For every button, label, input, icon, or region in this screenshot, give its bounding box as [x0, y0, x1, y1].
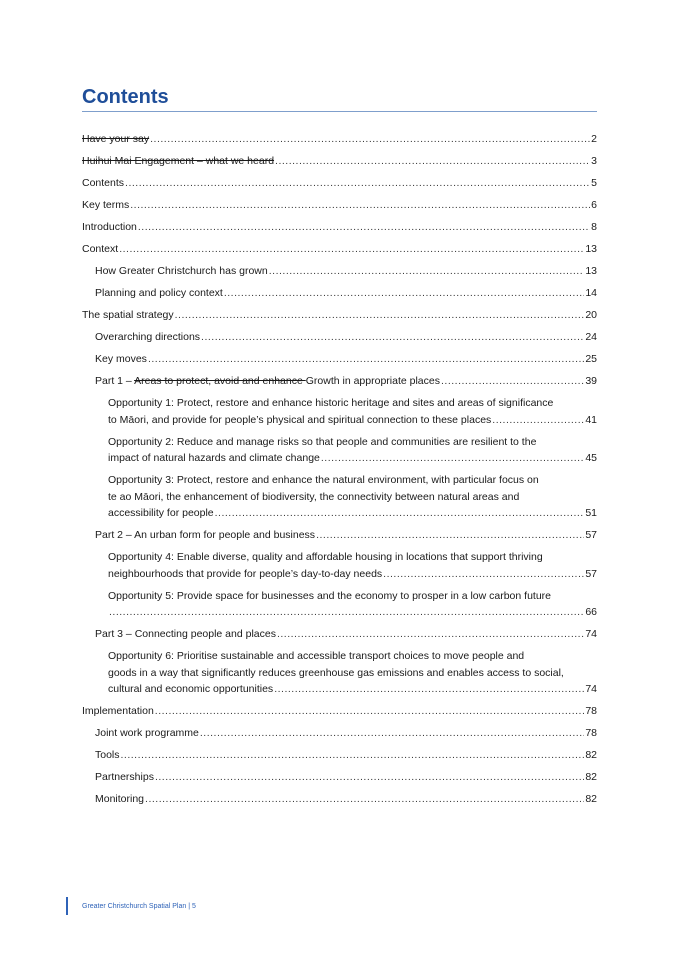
toc-page-number: 74: [585, 683, 597, 695]
toc-entry-label[interactable]: Joint work programme: [95, 727, 199, 739]
page-title: Contents: [82, 86, 169, 108]
toc-entry-key-terms[interactable]: [82, 197, 597, 214]
toc-entry-label[interactable]: Overarching directions: [95, 331, 201, 343]
toc-page-number: 57: [585, 567, 597, 580]
toc-entry-contents[interactable]: [82, 175, 597, 192]
dot-leader: [150, 131, 590, 148]
toc-page-number: 13: [585, 243, 597, 255]
toc-entry-line: Opportunity 5: Provide space for businesses and the economy to prosper in a low carbon future: [108, 589, 551, 602]
toc-entry-spatial-strategy[interactable]: [82, 307, 597, 324]
toc-entry-label[interactable]: Key moves: [95, 353, 147, 365]
toc-page-number: 45: [585, 452, 597, 464]
toc-page-number: 8: [591, 221, 597, 233]
toc-entry-opportunity-1[interactable]: [82, 395, 597, 428]
dot-leader: [275, 153, 590, 170]
toc-entry-label[interactable]: Have your say: [82, 133, 150, 145]
toc-entry-introduction[interactable]: [82, 219, 597, 236]
toc-entry-label[interactable]: Part 2 – An urban form for people and business: [95, 529, 316, 541]
toc-entry-label[interactable]: [95, 373, 440, 390]
toc-entry-label[interactable]: Contents: [82, 177, 125, 189]
toc-entry-context[interactable]: [82, 241, 597, 258]
dot-leader: [125, 175, 590, 192]
toc-entry-label[interactable]: Introduction: [82, 221, 137, 233]
dot-leader: [130, 197, 590, 214]
toc-entry-line: Opportunity 6: Prioritise sustainable and accessible transport choices to move people and: [108, 650, 525, 662]
toc-page-number: 39: [585, 375, 597, 387]
toc-page-number: 2: [591, 133, 597, 145]
toc-entry-line: Opportunity 4: Enable diverse, quality and affordable housing in locations that support thriving: [108, 551, 543, 563]
toc-entry-label[interactable]: The spatial strategy: [82, 309, 174, 321]
toc-page-number: 6: [591, 199, 597, 211]
dot-leader: [224, 285, 584, 302]
toc-entry-part-2[interactable]: [82, 527, 597, 544]
dot-leader: [119, 241, 584, 258]
dot-leader: [121, 747, 585, 764]
toc-entry-label[interactable]: neighbourhoods that provide for people’s day-to-day needs: [108, 567, 383, 580]
toc-page-number: 20: [585, 309, 597, 321]
toc-entry-tools[interactable]: [82, 747, 597, 764]
toc-page-number: 82: [585, 749, 597, 761]
toc-page-number: 78: [585, 705, 597, 717]
toc-page-number: 41: [585, 413, 597, 426]
toc-entry-key-moves[interactable]: [82, 351, 597, 368]
dot-leader: [175, 307, 585, 324]
toc-entry-line: Opportunity 2: Reduce and manage risks so that people and communities are resilient to the: [108, 435, 537, 448]
toc-page-number: 74: [585, 628, 597, 640]
struck-text: Areas to protect, avoid and enhance: [134, 375, 306, 387]
toc-entry-label[interactable]: How Greater Christchurch has grown: [95, 265, 268, 277]
toc-entry-line: te ao Māori, the enhancement of biodiversity, the connectivity between natural areas and: [108, 490, 520, 503]
toc-entry-opportunity-2[interactable]: [82, 434, 597, 467]
dot-leader: [155, 703, 585, 720]
toc-page-number: 14: [585, 287, 597, 299]
dot-leader: [321, 450, 584, 467]
dot-leader: [269, 263, 585, 280]
toc-page-number: 5: [591, 177, 597, 189]
toc-entry-line: Opportunity 1: Protect, restore and enhance historic heritage and sites and areas of significance: [108, 397, 554, 409]
toc-page-number: 57: [585, 529, 597, 541]
toc-entry-line: Opportunity 3: Protect, restore and enhance the natural environment, with particular focus on: [108, 474, 539, 486]
toc-entry-label[interactable]: to Māori, and provide for people’s physical and spiritual connection to these places: [108, 413, 492, 426]
title-divider: [82, 111, 597, 112]
footer-accent-bar: [66, 897, 68, 915]
toc-entry-implementation[interactable]: [82, 703, 597, 720]
toc-entry-label[interactable]: Planning and policy context: [95, 287, 223, 299]
dot-leader: [145, 791, 584, 808]
dot-leader: [274, 681, 584, 698]
toc-entry-part-3[interactable]: [82, 626, 597, 643]
toc-entry-part-1[interactable]: [82, 373, 597, 390]
toc-entry-how-greater-christchurch-has-grown[interactable]: [82, 263, 597, 280]
dot-leader: [492, 412, 584, 429]
toc-entry-label[interactable]: Tools: [95, 749, 120, 761]
toc-entry-label[interactable]: Monitoring: [95, 793, 145, 805]
dot-leader: [316, 527, 584, 544]
toc-entry-joint-work-programme[interactable]: [82, 725, 597, 742]
dot-leader: [148, 351, 584, 368]
toc-entry-label[interactable]: Key terms: [82, 199, 130, 211]
toc-page-number: 3: [591, 155, 597, 167]
dot-leader: [277, 626, 584, 643]
dot-leader: [109, 604, 584, 621]
toc-page-number: 78: [585, 727, 597, 739]
toc-entry-label[interactable]: impact of natural hazards and climate change: [108, 452, 320, 464]
toc-entry-label[interactable]: Implementation: [82, 705, 154, 717]
toc-entry-partnerships[interactable]: [82, 769, 597, 786]
table-of-contents: [82, 131, 597, 813]
toc-entry-line: goods in a way that significantly reduces greenhouse gas emissions and enables access to social,: [108, 666, 564, 679]
dot-leader: [155, 769, 584, 786]
toc-entry-opportunity-5[interactable]: [82, 588, 597, 621]
toc-page-number: 24: [585, 331, 597, 343]
toc-entry-opportunity-4[interactable]: [82, 549, 597, 582]
toc-entry-label[interactable]: Part 3 – Connecting people and places: [95, 628, 276, 640]
dot-leader: [215, 505, 585, 522]
toc-entry-label[interactable]: Huihui Mai Engagement – what we heard: [82, 155, 275, 167]
toc-entry-opportunity-3[interactable]: [82, 472, 597, 522]
toc-page-number: 13: [585, 265, 597, 277]
toc-page-number: 82: [585, 771, 597, 783]
toc-entry-prefix: Part 1 –: [95, 375, 135, 387]
toc-entry-planning-and-policy-context[interactable]: [82, 285, 597, 302]
toc-entry-label[interactable]: Context: [82, 243, 119, 255]
dot-leader: [138, 219, 590, 236]
toc-page-number: 51: [585, 507, 597, 519]
dot-leader: [201, 329, 584, 346]
toc-entry-huihui-mai[interactable]: [82, 153, 597, 170]
toc-entry-label[interactable]: Partnerships: [95, 771, 154, 783]
toc-entry-label[interactable]: cultural and economic opportunities: [108, 683, 274, 695]
toc-entry-monitoring[interactable]: [82, 791, 597, 808]
toc-entry-opportunity-6[interactable]: [82, 648, 597, 698]
toc-entry-title: Growth in appropriate places: [305, 375, 440, 387]
toc-page-number: 82: [585, 793, 597, 805]
toc-entry-have-your-say[interactable]: [82, 131, 597, 148]
dot-leader: [441, 373, 584, 390]
page-footer: Greater Christchurch Spatial Plan | 5: [82, 903, 196, 910]
toc-page-number: 66: [585, 606, 597, 618]
dot-leader: [383, 566, 584, 583]
dot-leader: [200, 725, 584, 742]
toc-entry-overarching-directions[interactable]: [82, 329, 597, 346]
toc-page-number: 25: [585, 353, 597, 365]
toc-entry-label[interactable]: accessibility for people: [108, 507, 214, 519]
